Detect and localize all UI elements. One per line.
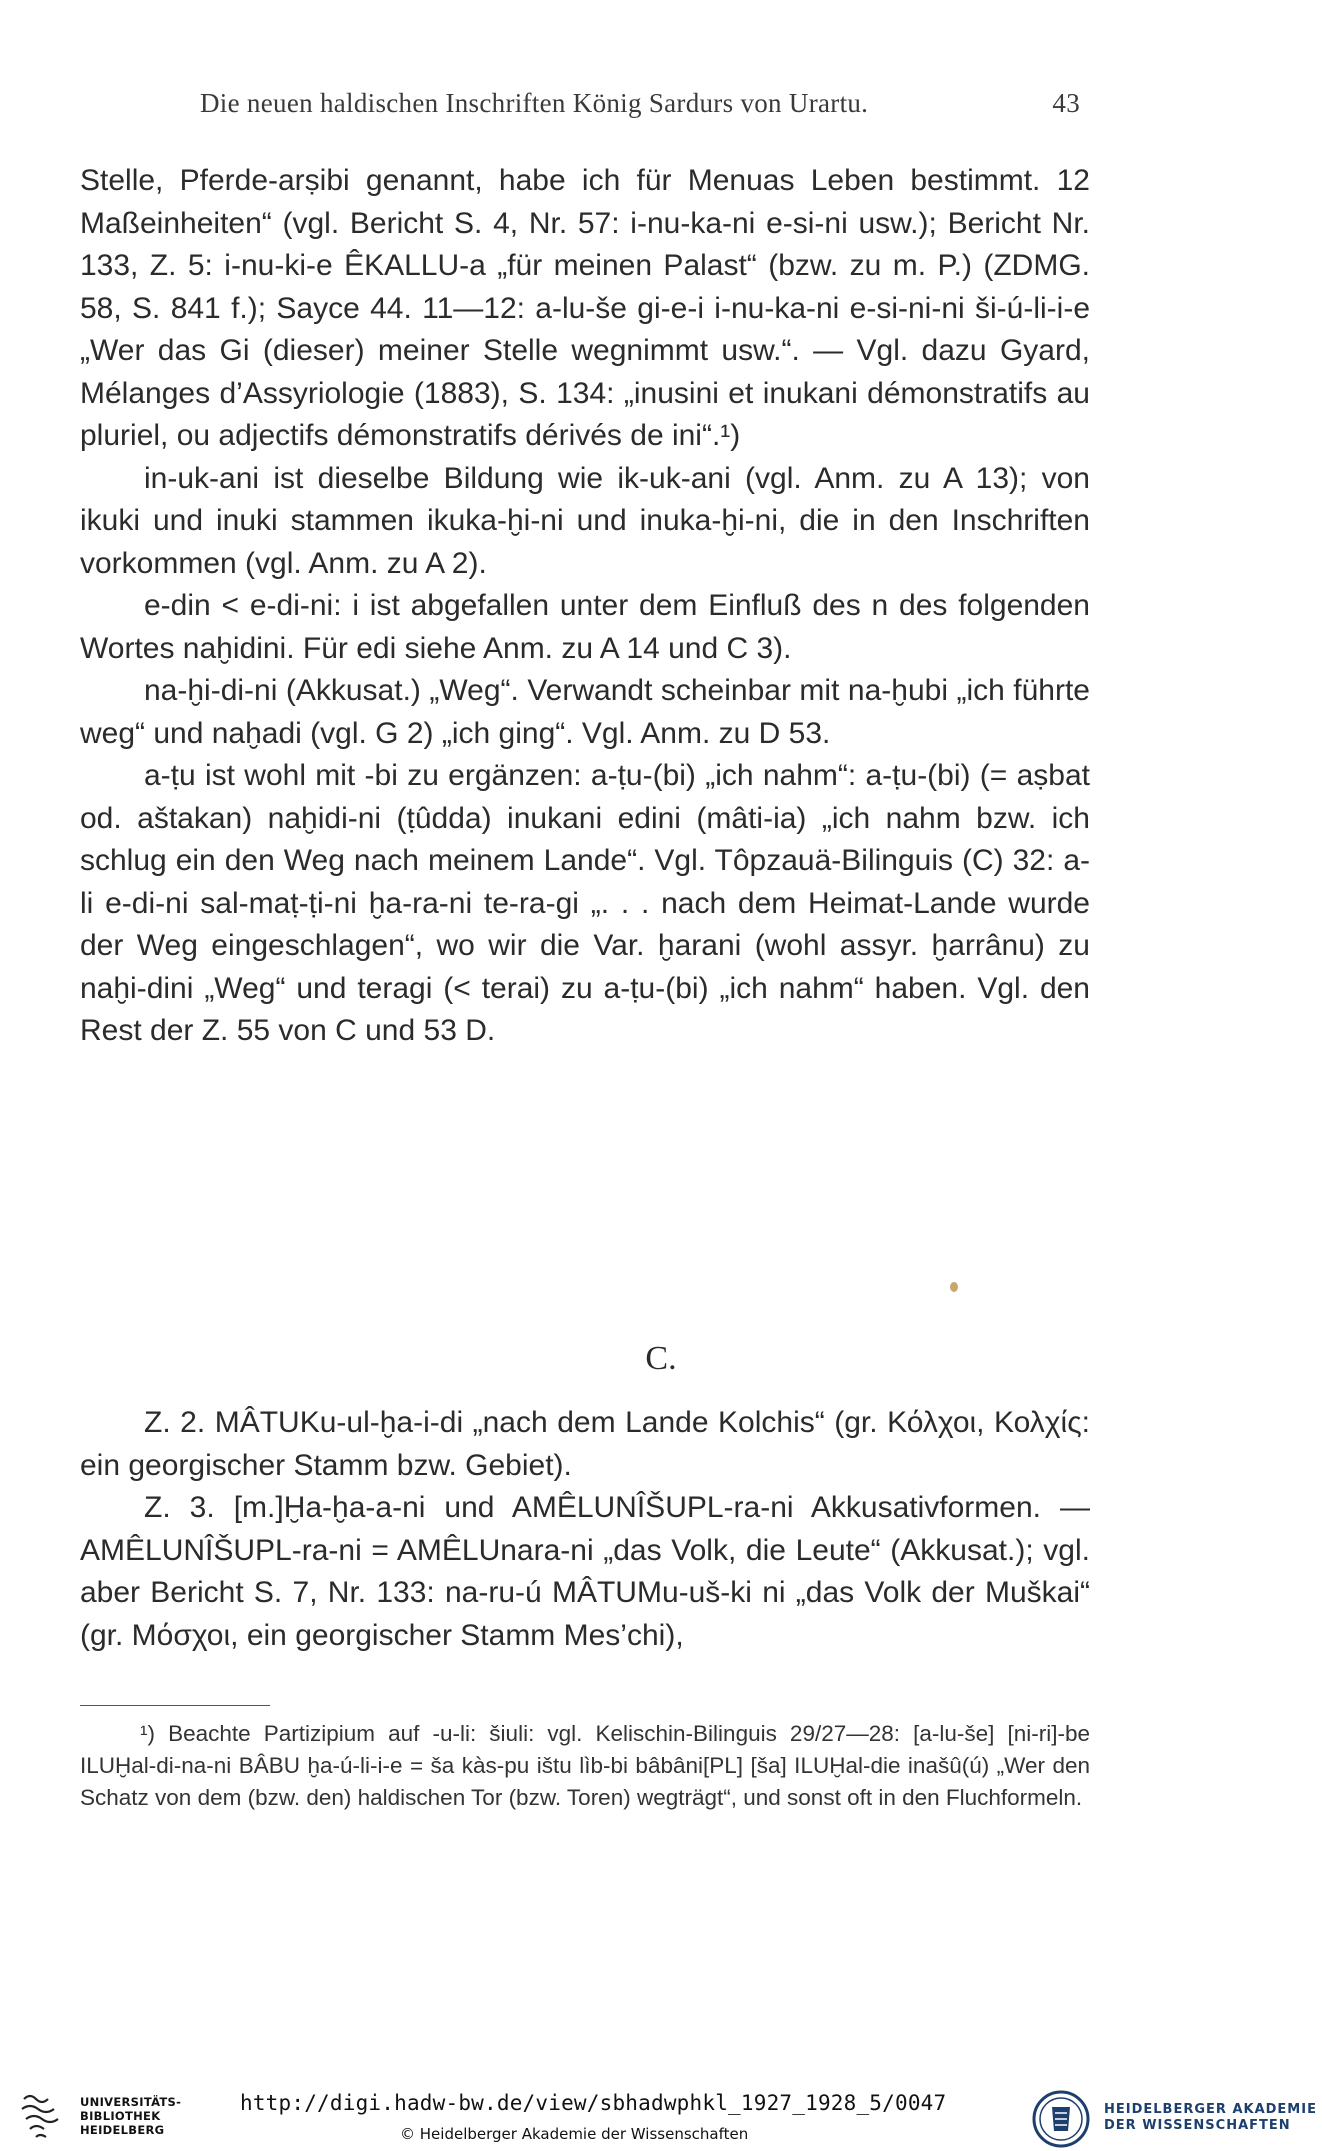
- paragraph: Z. 3. [m.]Ḫa-ḫa-a-ni und AMÊLUNÎŠUPL-ra-ni Akkusativformen. — AMÊLUNÎŠUPL-ra-ni = AMÊLUnara-ni „das Volk, die Leute“ (Akkusat.); vgl. aber Bericht S. 7, Nr. 133: na-ru-ú MÂTUMu-uš-ki ni „das Volk der Muškai“ (gr. Μόσχοι, ein georgischer Stamm Mes’chi),: [80, 1491, 1090, 1652]
- paragraph: Stelle, Pferde-arṣibi genannt, habe ich für Menuas Leben bestimmt. 12 Maßeinheiten“ (vgl. Bericht S. 4, Nr. 57: i-nu-ka-ni e-si-ni usw.); Bericht Nr. 133, Z. 5: i-nu-ki-e ÊKALLU-a „für meinen Palast“ (bzw. zu m. P.) (ZDMG. 58, S. 841 f.); Sayce 44. 11—12: a-lu-še gi-e-i i-nu-ka-ni e-si-ni-ni ši-ú-li-i-e „Wer das Gi (dieser) meiner Stelle wegnimmt usw.“. — Vgl. dazu Gyard, Mélanges d’Assyriologie (1883), S. 134: „inusini et inukani démonstratifs au pluriel, ou adjectifs démonstratifs dérivés de ini“.¹): [80, 164, 1090, 452]
- paragraph: Z. 2. MÂTUKu-ul-ḫa-i-di „nach dem Lande Kolchis“ (gr. Κόλχοι, Κολχίς: ein georgischer Stamm bzw. Gebiet).: [80, 1406, 1090, 1482]
- ink-spot: [950, 1282, 958, 1292]
- section-c-text-block: [80, 1402, 1090, 1657]
- source-url-link[interactable]: http://digi.hadw-bw.de/view/sbhadwphkl_1927_1928_5/0047: [240, 2091, 947, 2115]
- footnote-divider: [80, 1705, 270, 1706]
- page-number: 43: [1052, 88, 1080, 118]
- paragraph: in-uk-ani ist dieselbe Bildung wie ik-uk-ani (vgl. Anm. zu A 13); von ikuki und inuki stammen ikuka-ḫi-ni und inuka-ḫi-ni, die in den Inschriften vorkommen (vgl. Anm. zu A 2).: [80, 461, 1090, 580]
- footer: [0, 2085, 1322, 2151]
- university-seal-icon: [16, 2091, 76, 2141]
- university-library-name: UNIVERSITÄTS- BIBLIOTHEK HEIDELBERG: [80, 2095, 182, 2137]
- paragraph: e-din < e-di-ni: i ist abgefallen unter dem Einfluß des n des folgenden Wortes naḫidini. Für edi siehe Anm. zu A 14 und C 3).: [80, 589, 1090, 665]
- footnote-text: ¹) Beachte Partizipium auf -u-li: šiuli: vgl. Kelischin-Bilinguis 29/27—28: [a-lu-še] [ni-ri]-be ILUḪal-di-na-ni BÂBU ḫa-ú-li-i-e = ša kàs-pu ištu lìb-bi bâbâni[PL] [ša] ILUḪal-die inašû(ú) „Wer den Schatz von dem (bzw. den) haldischen Tor (bzw. Toren) wegträgt“, und sonst oft in den Fluchformeln.: [80, 1721, 1090, 1810]
- main-text-block: [80, 160, 1090, 1053]
- running-head-title: Die neuen haldischen Inschriften König Sardurs von Urartu.: [200, 88, 869, 118]
- paragraph: na-ḫi-di-ni (Akkusat.) „Weg“. Verwandt scheinbar mit na-ḫubi „ich führte weg“ und naḫadi (vgl. G 2) „ich ging“. Vgl. Anm. zu D 53.: [80, 674, 1090, 750]
- section-heading: C.: [645, 1340, 677, 1377]
- academy-seal-icon: [1022, 2089, 1100, 2149]
- paragraph: a-ṭu ist wohl mit -bi zu ergänzen: a-ṭu-(bi) „ich nahm“: a-ṭu-(bi) (= aṣbat od. aštakan) naḫidi-ni (ṭûdda) inukani edini (mâti-ia) „ich nahm bzw. ich schlug ein den Weg nach meinem Lande“. Vgl. Tôpzauä-Bilinguis (C) 32: a-li e-di-ni sal-maṭ-ṭi-ni ḫa-ra-ni te-ra-gi „. . . nach dem Heimat-Lande wurde der Weg eingeschlagen“, wo wir die Var. ḫarani (wohl assyr. ḫarrânu) zu naḫi-dini „Weg“ und teragi (< terai) zu a-ṭu-(bi) „ich nahm“ haben. Vgl. den Rest der Z. 55 von C und 53 D.: [80, 759, 1090, 1047]
- footnote: [80, 1718, 1090, 1814]
- academy-name: HEIDELBERGER AKADEMIE DER WISSENSCHAFTEN: [1104, 2102, 1317, 2133]
- copyright-notice: © Heidelberger Akademie der Wissenschaften: [400, 2125, 749, 2143]
